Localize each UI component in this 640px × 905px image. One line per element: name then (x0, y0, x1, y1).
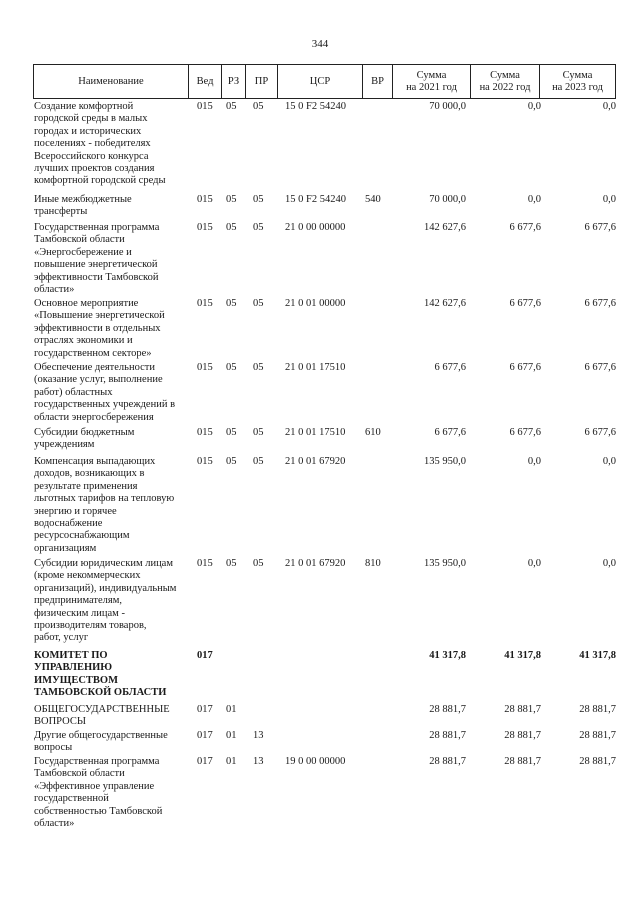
row-vr: 810 (365, 558, 381, 569)
row-name: Обеспечение деятельности (оказание услуг, выполнение работ) областных государственных учреждений в области энергосбережения (34, 362, 176, 423)
row-vr: 610 (365, 427, 381, 438)
row-sum-2022: 0,0 (527, 558, 541, 569)
row-ved: 015 (197, 427, 213, 438)
row-pr: 13 (253, 730, 264, 741)
row-csr: 15 0 F2 54240 (285, 101, 346, 112)
row-name: Основное мероприятие «Повышение энергетической эффективности в отдельных отраслях экономики и государственном секторе» (34, 298, 165, 359)
row-sum-2021: 142 627,6 (424, 298, 466, 309)
row-sum-2023: 0,0 (602, 194, 616, 205)
row-sum-2021: 28 881,7 (429, 704, 466, 715)
row-rz: 05 (226, 298, 237, 309)
row-pr: 05 (253, 194, 264, 205)
row-ved: 017 (197, 730, 213, 741)
row-csr: 21 0 01 00000 (285, 298, 346, 309)
row-ved: 015 (197, 456, 213, 467)
row-ved: 017 (197, 650, 213, 661)
row-sum-2022: 0,0 (527, 456, 541, 467)
row-name: Государственная программа Тамбовской области «Эффективное управление государственной собственностью Тамбовской области» (34, 756, 163, 830)
row-ved: 015 (197, 101, 213, 112)
row-rz: 05 (226, 101, 237, 112)
row-rz: 05 (226, 362, 237, 373)
row-sum-2021: 135 950,0 (424, 558, 466, 569)
row-sum-2021: 70 000,0 (429, 194, 466, 205)
row-ved: 015 (197, 222, 213, 233)
row-csr: 15 0 F2 54240 (285, 194, 346, 205)
row-sum-2022: 6 677,6 (509, 298, 541, 309)
row-name: Субсидии юридическим лицам (кроме некоммерческих организаций), индивидуальным предпринимателям, физическим лицам - производителям товаров, работ, услуг (34, 558, 177, 644)
row-sum-2023: 28 881,7 (579, 704, 616, 715)
header-ved: Вед (189, 65, 222, 98)
row-rz: 05 (226, 222, 237, 233)
header-csr: ЦСР (278, 65, 363, 98)
header-sum-2023: Сумма на 2023 год (552, 69, 603, 93)
page-number: 344 (311, 38, 329, 50)
row-name: ОБЩЕГОСУДАРСТВЕННЫЕ ВОПРОСЫ (34, 704, 170, 728)
row-ved: 015 (197, 194, 213, 205)
row-sum-2022: 28 881,7 (504, 730, 541, 741)
row-rz: 01 (226, 704, 237, 715)
row-name: КОМИТЕТ ПО УПРАВЛЕНИЮ ИМУЩЕСТВОМ ТАМБОВСКОЙ ОБЛАСТИ (34, 650, 167, 699)
row-csr: 21 0 01 67920 (285, 456, 346, 467)
row-sum-2023: 6 677,6 (584, 298, 616, 309)
row-sum-2021: 135 950,0 (424, 456, 466, 467)
row-csr: 21 0 00 00000 (285, 222, 346, 233)
row-name: Создание комфортной городской среды в малых городах и исторических поселениях - победителях Всероссийского конкурса лучших проектов создания комфортной городской среды (34, 101, 166, 187)
row-pr: 05 (253, 222, 264, 233)
row-sum-2021: 6 677,6 (434, 427, 466, 438)
row-sum-2021: 70 000,0 (429, 101, 466, 112)
row-ved: 017 (197, 756, 213, 767)
row-sum-2023: 0,0 (602, 101, 616, 112)
row-pr: 05 (253, 427, 264, 438)
row-name: Субсидии бюджетным учреждениям (34, 427, 135, 451)
row-pr: 05 (253, 362, 264, 373)
row-sum-2022: 6 677,6 (509, 222, 541, 233)
row-sum-2022: 6 677,6 (509, 427, 541, 438)
row-sum-2021: 6 677,6 (434, 362, 466, 373)
header-rz: РЗ (222, 65, 246, 98)
row-sum-2023: 6 677,6 (584, 222, 616, 233)
row-name: Другие общегосударственные вопросы (34, 730, 168, 754)
row-rz: 05 (226, 427, 237, 438)
row-ved: 015 (197, 362, 213, 373)
row-csr: 21 0 01 17510 (285, 427, 346, 438)
row-rz: 05 (226, 558, 237, 569)
row-sum-2021: 41 317,8 (429, 650, 466, 661)
row-sum-2022: 0,0 (527, 101, 541, 112)
row-sum-2023: 28 881,7 (579, 756, 616, 767)
row-csr: 19 0 00 00000 (285, 756, 346, 767)
row-sum-2022: 41 317,8 (504, 650, 541, 661)
row-sum-2023: 0,0 (602, 558, 616, 569)
header-pr: ПР (246, 65, 278, 98)
row-vr: 540 (365, 194, 381, 205)
row-rz: 05 (226, 456, 237, 467)
row-sum-2021: 28 881,7 (429, 730, 466, 741)
row-sum-2022: 28 881,7 (504, 704, 541, 715)
row-sum-2021: 142 627,6 (424, 222, 466, 233)
row-rz: 01 (226, 730, 237, 741)
header-sum-2021: Сумма на 2021 год (393, 65, 471, 98)
row-pr: 05 (253, 298, 264, 309)
row-name: Иные межбюджетные трансферты (34, 194, 132, 218)
header-name: Наименование (34, 65, 189, 98)
row-sum-2022: 6 677,6 (509, 362, 541, 373)
row-pr: 05 (253, 456, 264, 467)
row-sum-2023: 41 317,8 (579, 650, 616, 661)
row-sum-2022: 28 881,7 (504, 756, 541, 767)
row-pr: 05 (253, 558, 264, 569)
header-vr: ВР (363, 65, 393, 98)
row-sum-2023: 0,0 (602, 456, 616, 467)
row-sum-2023: 6 677,6 (584, 427, 616, 438)
row-sum-2021: 28 881,7 (429, 756, 466, 767)
row-sum-2023: 28 881,7 (579, 730, 616, 741)
row-ved: 017 (197, 704, 213, 715)
row-sum-2022: 0,0 (527, 194, 541, 205)
row-pr: 05 (253, 101, 264, 112)
header-sum-2022: Сумма на 2022 год (471, 65, 540, 98)
row-ved: 015 (197, 558, 213, 569)
row-name: Компенсация выпадающих доходов, возникающих в результате применения льготных тарифов на тепловую энергию и горячее водоснабжение ресурсоснабжающим организациям (34, 456, 175, 554)
row-csr: 21 0 01 17510 (285, 362, 346, 373)
table-header (33, 64, 616, 99)
row-rz: 01 (226, 756, 237, 767)
row-name: Государственная программа Тамбовской области «Энергосбережение и повышение энергетической эффективности Тамбовской области» (34, 222, 160, 296)
row-pr: 13 (253, 756, 264, 767)
row-csr: 21 0 01 67920 (285, 558, 346, 569)
row-ved: 015 (197, 298, 213, 309)
row-rz: 05 (226, 194, 237, 205)
row-sum-2023: 6 677,6 (584, 362, 616, 373)
